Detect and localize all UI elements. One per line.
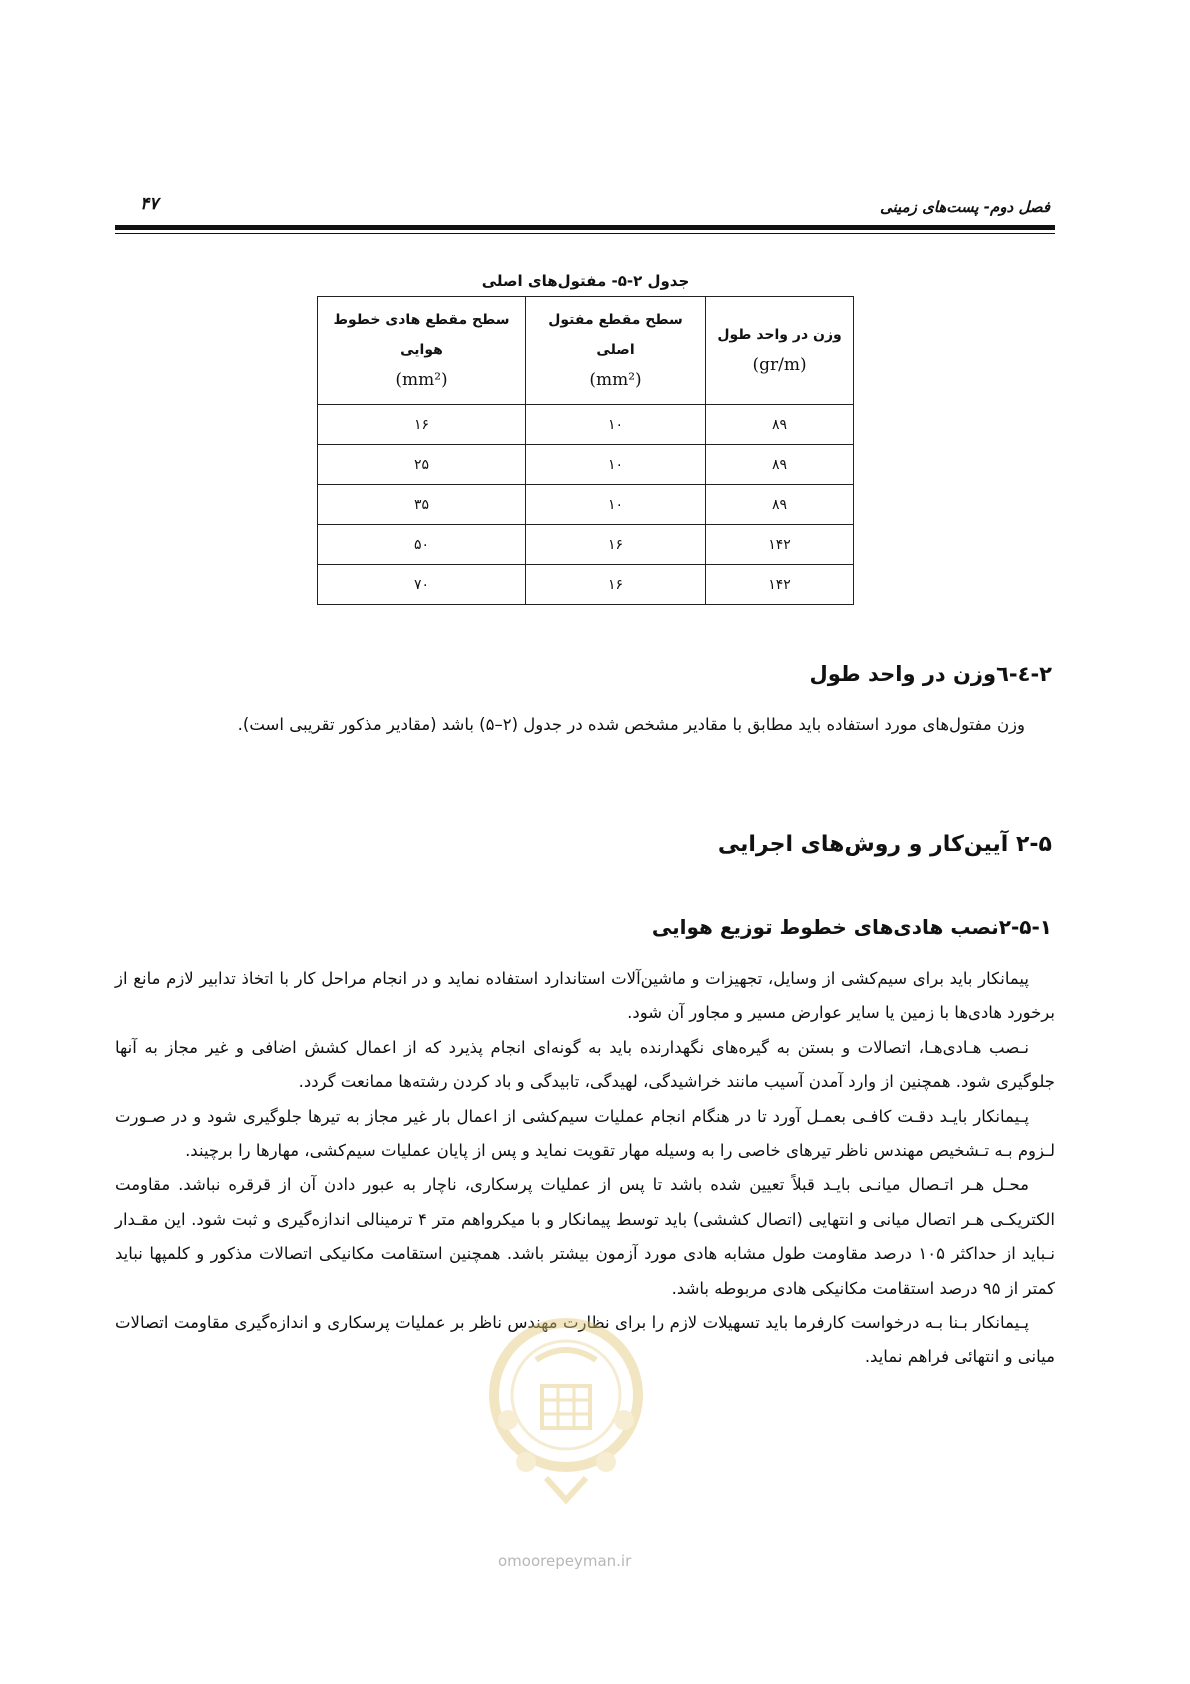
table-caption: جدول ۲-۵- مفتول‌های اصلی [481,272,690,290]
cell-main-wire: ۱۰ [525,405,705,445]
heading-weight-per-length: ۲-٤-٦وزن در واحد طول [809,662,1052,686]
table-row [318,565,854,605]
cell-conductor: ۲۵ [318,445,526,485]
wire-table [317,296,854,605]
body-text [115,962,1055,1375]
cell-weight: ۸۹ [706,485,854,525]
cell-conductor: ۱۶ [318,405,526,445]
header-conductor-line2: هوایی [400,342,443,358]
header-rule-thick [115,225,1055,230]
header-main-wire-unit: (mm²) [589,370,642,390]
cell-conductor: ۵۰ [318,525,526,565]
cell-main-wire: ۱۶ [525,565,705,605]
cell-conductor: ۳۵ [318,485,526,525]
paragraph: محـل هـر اتـصال میانـی بایـد قبلاً تعیین شده باشد تا پس از عملیات پرسکاری، ناچار به عبور دادن آن از قرقره نباشد. مقاومت الکتریکـی هـر اتصال میانی و انتهایی (اتصال کششی) باید توسط پیمانکار و با میکرواهم متر ۴ ترمینالی اندازه‌گیری و ثبت شود. این مقـدار نـباید از حداکثر ۱۰۵ درصد مقاومت طول مشابه هادی مورد آزمون بیشتر باشد. همچنین استقامت مکانیکی اتصالات مذکور و کلمپها نباید کمتر از ۹۵ درصد استقامت مکانیکی هادی مربوطه باشد. [115,1175,1055,1298]
header-conductor-line1: سطح مقطع هادی خطوط [333,312,510,328]
cell-weight: ۸۹ [706,405,854,445]
cell-conductor: ۷۰ [318,565,526,605]
header-main-wire-section [525,297,705,405]
cell-weight: ۸۹ [706,445,854,485]
header-weight-per-length [706,297,854,405]
watermark-site-text: omoorepeyman.ir [498,1552,632,1570]
table-row [318,445,854,485]
heading-section-5: ۲-۵ آیین‌کار و روش‌های اجرایی [717,832,1052,857]
header-main-wire-line2: اصلی [596,342,635,358]
cell-main-wire: ۱۰ [525,445,705,485]
paragraph: پیمانکار باید برای سیم‌کشی از وسایل، تجهیزات و ماشین‌آلات استاندارد استفاده نماید و در انجام مراحل کار با اتخاذ تدابیر لازم مانع از برخورد هادی‌ها با زمین یا سایر عوارض مسیر و مجاور آن شود. [115,969,1055,1023]
cell-main-wire: ۱۶ [525,525,705,565]
table-header-row [318,297,854,405]
table-row [318,405,854,445]
header-main-wire-line1: سطح مقطع مفتول [548,312,683,328]
paragraph: نـصب هـادی‌هـا، اتصالات و بستن به گیره‌های نگهدارنده باید به گونه‌ای انجام پذیرد که از اعمال کشش اضافی و غیر مجاز به آنها جلوگیری شود. همچنین از وارد آمدن آسیب مانند خراشیدگی، لهیدگی، تابیدگی و باد کردن رشته‌ها ممانعت گردد. [115,1037,1055,1092]
paragraph: پـیمانکار بایـد دقـت کافـی بعمـل آورد تا در هنگام انجام عملیات سیم‌کشی از اعمال بار غیر مجاز به تیرها جلوگیری شود و در صـورت لـزوم بـه تـشخیص مهندس ناظر تیرهای خاصی را به وسیله مهار تقویت نماید و پس از پایان عملیات سیم‌کشی، مهارها را برچیند. [115,1106,1055,1161]
header-conductor-section [318,297,526,405]
header-conductor-unit: (mm²) [395,370,448,390]
header-rule-thin [115,233,1055,234]
cell-main-wire: ۱۰ [525,485,705,525]
cell-weight: ۱۴۲ [706,525,854,565]
table-row [318,485,854,525]
paragraph: پـیمانکار بـنا بـه درخواست کارفرما باید تسهیلات لازم را برای نظارت مهندس ناظر بر عملیات پرسکاری و اندازه‌گیری مقاومت اتصالات میانی و انتهائی فراهم نماید. [115,1313,1055,1367]
paragraph-weight: وزن مفتول‌های مورد استفاده باید مطابق با مقادیر مشخص شده در جدول (۲–۵) باشد (مقادیر مذکور تقریبی است). [237,715,1025,734]
header-weight-unit: (gr/m) [752,355,807,375]
heading-section-5-1: ۲-۵-۱نصب هادی‌های خطوط توزیع هوایی [651,915,1052,939]
running-title: فصل دوم- پست‌های زمینی [880,198,1050,216]
page-number: ۴۷ [140,194,159,214]
cell-weight: ۱۴۲ [706,565,854,605]
table-row [318,525,854,565]
header-weight-label: وزن در واحد طول [717,327,842,343]
